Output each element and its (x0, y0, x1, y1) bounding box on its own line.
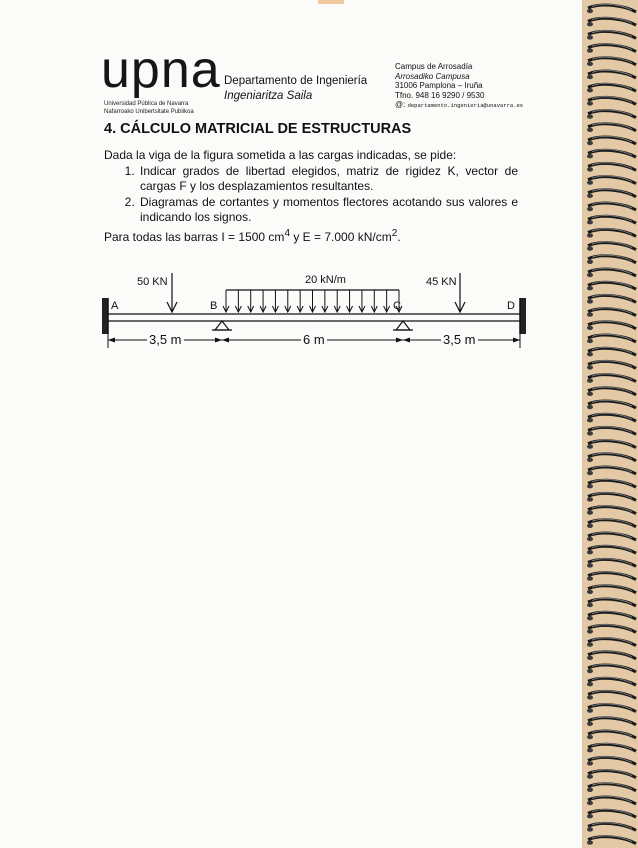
binding-hole (587, 695, 593, 699)
point-load-left-arrow (167, 273, 177, 312)
spiral-binding (582, 0, 638, 848)
binding-hole (587, 35, 593, 39)
binding-hole (587, 141, 593, 145)
task-item-2: 2. Diagramas de cortantes y momentos flectores acotando sus valores e indicando los signos. (138, 195, 518, 226)
binding-hole (587, 286, 593, 290)
node-b-label: B (210, 300, 218, 312)
binding-hole (587, 510, 593, 514)
binding-hole (587, 471, 593, 475)
top-edge-mark (318, 0, 344, 4)
binding-hole (587, 537, 593, 541)
binding-hole (587, 814, 593, 818)
binding-hole (587, 114, 593, 118)
binding-hole (587, 365, 593, 369)
binding-hole (587, 392, 593, 396)
campus-name: Campus de Arrosadía (395, 62, 473, 71)
binding-hole (587, 629, 593, 633)
span-bc-label: 6 m (303, 332, 325, 347)
binding-hole (587, 378, 593, 382)
exercise-statement (104, 148, 518, 245)
fixed-support-left (102, 298, 108, 334)
binding-hole (587, 656, 593, 660)
node-c-label: C (393, 300, 401, 312)
span-cd-label: 3,5 m (443, 332, 476, 347)
binding-hole (587, 9, 593, 13)
fixed-support-right (520, 298, 526, 334)
binding-hole (587, 75, 593, 79)
email-line (395, 100, 523, 111)
binding-hole (587, 312, 593, 316)
binding-hole (587, 642, 593, 646)
binding-hole (587, 524, 593, 528)
binding-hole (587, 273, 593, 277)
binding-hole (587, 167, 593, 171)
binding-hole (587, 563, 593, 567)
binding-hole (587, 550, 593, 554)
binding-hole (587, 405, 593, 409)
binding-hole (587, 603, 593, 607)
binding-hole (587, 352, 593, 356)
exercise-intro: Dada la viga de la figura sometida a las cargas indicadas, se pide: (104, 148, 457, 162)
binding-hole (587, 154, 593, 158)
beam-diagram (95, 268, 535, 358)
task-item-1: 1. Indicar grados de libertad elegidos, matriz de rigidez K, vector de cargas F y los desplazamientos resultantes. (138, 164, 518, 195)
binding-hole (587, 748, 593, 752)
email-icon: @: (395, 100, 408, 109)
binding-hole (587, 708, 593, 712)
campus-address-block (395, 62, 523, 111)
department-name: Departamento de Ingeniería Ingeniaritza Saila (224, 75, 368, 102)
load-left-label: 50 KN (137, 276, 168, 288)
binding-hole (587, 761, 593, 765)
binding-hole (587, 669, 593, 673)
task-list (104, 164, 518, 226)
node-d-label: D (507, 300, 515, 312)
binding-hole (587, 62, 593, 66)
binding-hole (587, 233, 593, 237)
university-logo: upna (101, 41, 221, 99)
binding-hole (587, 774, 593, 778)
spiral-coils (582, 0, 638, 848)
binding-hole (587, 840, 593, 844)
binding-hole (587, 484, 593, 488)
university-name: Universidad Pública de Navarra Nafarroako Unibertsitate Publikoa (104, 101, 194, 115)
binding-hole (587, 458, 593, 462)
pin-support-b (212, 321, 232, 330)
binding-hole (587, 418, 593, 422)
pin-support-c (393, 321, 413, 330)
binding-hole (587, 616, 593, 620)
binding-hole (587, 682, 593, 686)
binding-hole (587, 207, 593, 211)
distributed-load-label: 20 kN/m (305, 274, 346, 286)
binding-hole (587, 801, 593, 805)
binding-hole (587, 101, 593, 105)
binding-hole (587, 88, 593, 92)
beam (108, 314, 520, 321)
binding-hole (587, 444, 593, 448)
binding-hole (587, 326, 593, 330)
binding-hole (587, 180, 593, 184)
binding-hole (587, 722, 593, 726)
binding-hole (587, 246, 593, 250)
material-properties: Para todas las barras I = 1500 $cm^4$ y E = 7.000 $kN/cm^2$. (104, 227, 401, 244)
load-right-label: 45 KN (426, 276, 457, 288)
binding-hole (587, 194, 593, 198)
binding-hole (587, 339, 593, 343)
binding-hole (587, 576, 593, 580)
exercise-title: 4. CÁLCULO MATRICIAL DE ESTRUCTURAS (104, 121, 412, 137)
binding-hole (587, 590, 593, 594)
email-address: departamento.ingenieria@unavarra.es (407, 102, 524, 109)
binding-hole (587, 48, 593, 52)
binding-hole (587, 22, 593, 26)
span-ab-label: 3,5 m (149, 332, 182, 347)
binding-hole (587, 497, 593, 501)
distributed-load-arrows (223, 290, 402, 312)
binding-hole (587, 299, 593, 303)
binding-hole (587, 735, 593, 739)
phone-number: Tfno. 948 16 9290 / 9530 (395, 90, 485, 100)
binding-hole (587, 128, 593, 132)
binding-hole (587, 431, 593, 435)
node-a-label: A (111, 300, 119, 312)
binding-hole (587, 260, 593, 264)
campus-name-eu: Arrosadiko Campusa (395, 71, 470, 81)
binding-hole (587, 827, 593, 831)
binding-hole (587, 788, 593, 792)
postal-address: 31006 Pamplona – Iruña (395, 81, 483, 90)
binding-hole (587, 220, 593, 224)
